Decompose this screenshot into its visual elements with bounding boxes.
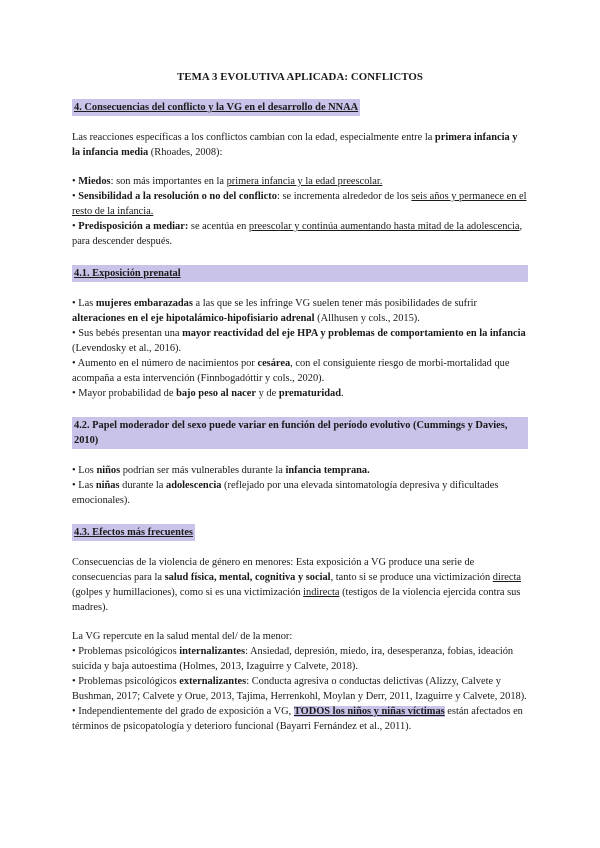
page-title: TEMA 3 EVOLUTIVA APLICADA: CONFLICTOS — [176, 71, 424, 83]
list-item: • Problemas psicológicos externalizantes: Conducta agresiva o conductas delictivas (Alizzy, Calvete y Bushman, 2017; Calvete y Orue, 2013, Tajima, Herrenkohl, Moylan y Derr, 2011, Izaguirre y Calvete, 2018). — [72, 676, 527, 702]
paragraph-intro-4-3: Consecuencias de la violencia de género en menores: Esta exposición a VG produce una serie de consecuencias para la salud física, mental, cognitiva y social, tanto si se produce una victimización directa (golpes y humillaciones), como si es una victimización indirecta (testigos de la violencia ejercida contra sus madres). — [72, 557, 522, 613]
paragraph-intro-4: Las reacciones específicas a los conflictos cambian con la edad, especialmente entre la primera infancia y la infancia media (Rhoades, 2008): — [72, 132, 518, 158]
section-heading-4-2: 4.2. Papel moderador del sexo puede variar en función del período evolutivo (Cummings y Davies, 2010) — [72, 417, 528, 449]
section-heading-4: 4. Consecuencias del conflicto y la VG en el desarrollo de NNAA — [72, 99, 360, 116]
list-item: • Sensibilidad a la resolución o no del conflicto: se incrementa alrededor de los seis años y permanece en el resto de la infancia. — [72, 191, 527, 217]
list-item: • Predisposición a mediar: se acentúa en preescolar y continúa aumentando hasta mitad de la adolescencia, para descender después. — [72, 221, 523, 247]
list-item: • Las mujeres embarazadas a las que se les infringe VG suelen tener más posibilidades de sufrir alteraciones en el eje hipotalámico-hipofisiario adrenal (Allhusen y cols., 2015). — [72, 298, 477, 324]
section-heading-4-3: 4.3. Efectos más frecuentes — [72, 524, 195, 541]
section-heading-4-1: 4.1. Exposición prenatal — [72, 265, 528, 282]
list-item: • Sus bebés presentan una mayor reactividad del eje HPA y problemas de comportamiento en la infancia (Levendosky et al., 2016). — [72, 328, 526, 354]
list-item: • Mayor probabilidad de bajo peso al nacer y de prematuridad. — [72, 388, 344, 399]
list-item: • Las niñas durante la adolescencia (reflejado por una elevada sintomatología depresiva y dificultades emocionales). — [72, 480, 499, 506]
list-item: • Aumento en el número de nacimientos por cesárea, con el consiguiente riesgo de morbi-mortalidad que acompaña a esta intervención (Finnbogadóttir y cols., 2020). — [72, 358, 510, 384]
list-item: • Problemas psicológicos internalizantes: Ansiedad, depresión, miedo, ira, desesperanza, fobias, ideación suicida y baja autoestima (Holmes, 2013, Izaguirre y Calvete, 2018). — [72, 646, 514, 672]
list-item: • Miedos: son más importantes en la primera infancia y la edad preescolar. — [72, 176, 383, 187]
list-item: • Los niños podrían ser más vulnerables durante la infancia temprana. — [72, 465, 370, 476]
list-item: • Independientemente del grado de exposición a VG, TODOS los niños y niñas víctimas están afectados en términos de psicopatología y deterioro funcional (Bayarri Fernández et al., 2011). — [72, 706, 523, 732]
paragraph-lead: La VG repercute en la salud mental del/ de la menor: — [72, 631, 293, 642]
